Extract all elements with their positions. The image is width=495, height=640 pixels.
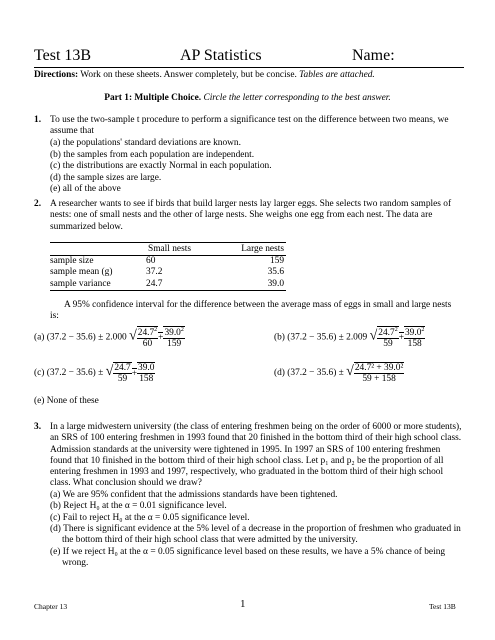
footer-test: Test 13B: [429, 602, 456, 611]
q3-number: 3.: [34, 422, 42, 432]
part-instruction: Circle the letter corresponding to the best answer.: [203, 93, 391, 103]
denominator: 158: [407, 339, 422, 350]
denominator: 60: [142, 339, 153, 350]
option-letter: (a): [34, 332, 45, 343]
cell-small: 24.7: [146, 278, 163, 289]
sqrt-sign-icon: √: [346, 364, 354, 380]
directions-label: Directions:: [34, 70, 79, 80]
q1-stem: To use the two-sample t procedure to perform a significance test on the difference between two means, we assume that: [50, 115, 449, 137]
sqrt-sign-icon: √: [105, 364, 114, 380]
denominator: 59 + 158: [362, 374, 396, 384]
fraction: $\frac{39.0^2}{158}$: [404, 327, 425, 350]
q1-number: 1.: [34, 115, 42, 125]
q3-option-d[interactable]: (d) There is significant evidence at the 5% level of a decrease in the proportion of freshmen who graduated in the bottom third of their high school class that were admitted by the university.: [50, 524, 461, 546]
option-letter: (b): [274, 332, 285, 343]
cell-small: 60: [146, 255, 156, 266]
nest-data-table: [50, 244, 286, 290]
col-large-nests: Large nests: [241, 244, 284, 254]
col-small-nests: Small nests: [148, 244, 191, 254]
numerator: 39.0: [138, 363, 155, 373]
cell-large: 159: [269, 255, 284, 266]
table-header-rule: [50, 255, 286, 256]
fraction: $\frac{24.7^2}{60}$: [137, 327, 158, 350]
cell-large: 39.0: [267, 278, 284, 289]
page-number: 1: [240, 598, 246, 610]
denominator: 159: [167, 339, 182, 350]
option-letter: (d): [274, 368, 285, 379]
q1-option-d[interactable]: (d) the sample sizes are large.: [50, 172, 162, 183]
option-prefix: (37.2 − 35.6) ±: [46, 368, 104, 379]
fraction: [137, 362, 155, 384]
q2-option-a[interactable]: (a) (37.2 − 35.6) ± 2.000 √ $\frac{24.7^2}{60}$ + $\frac{39.0^2}{159}$: [34, 327, 184, 350]
part-label: Part 1: Multiple Choice.: [104, 93, 202, 103]
table-row: [50, 267, 286, 279]
table-row: [50, 279, 286, 291]
q1-option-e[interactable]: (e) all of the above: [50, 184, 121, 194]
table-row: [50, 256, 286, 268]
part-heading: [0, 93, 495, 103]
directions-text: Work on these sheets. Answer completely, but be concise.: [80, 70, 297, 80]
numerator: 24.7: [137, 328, 155, 339]
option-letter: (c): [34, 368, 45, 379]
numerator: 24.7² + 39.0²: [354, 363, 404, 373]
cell-large: 35.6: [267, 267, 284, 277]
row-label: sample mean (g): [50, 267, 113, 277]
test-title: Test 13B: [34, 47, 92, 64]
course-title: AP Statistics: [180, 47, 262, 64]
table-top-rule: [50, 242, 286, 243]
q3-option-b[interactable]: (b) Reject H₀ at the α = 0.01 significance level.: [50, 501, 227, 511]
tables-note: Tables are attached.: [299, 70, 375, 80]
ci-intro: A 95% confidence interval for the difference between the average mass of eggs in small and large nests is:: [50, 300, 452, 322]
q3-stem: In a large midwestern university (the class of entering freshmen being on the order of 6000 or more students), an SRS of 100 entering freshmen in 1993 found that 20 finished in the bottom third of their high school class. Admission standards at the university were tightened in 1995. In 1997 an SRS of 100 entering freshmen found that 10 finished in the bottom third of their high school class. Let p₁ and p₂ be the proportion of all entering freshmen in 1993 and 1997, respectively, who graduated in the bottom third of their high school class. What conclusion should we draw?: [50, 422, 462, 489]
option-prefix: (37.2 − 35.6) ±: [287, 368, 344, 379]
option-prefix: (37.2 − 35.6) ± 2.009: [287, 332, 368, 343]
cell-small: 37.2: [146, 267, 163, 277]
fraction: $\frac{24.7^2}{59}$: [378, 327, 398, 350]
numerator: 39.0: [164, 328, 181, 339]
table-header-row: [50, 244, 286, 256]
q3-option-e[interactable]: (e) If we reject H₀ at the α = 0.05 significance level based on these results, we have a 5% chance of being wrong.: [50, 547, 446, 569]
q2-number: 2.: [34, 199, 42, 209]
fraction: $\frac{39.0^2}{159}$: [164, 327, 184, 350]
numerator: 24.7: [378, 328, 395, 339]
header-rule: [34, 67, 464, 68]
q1-option-c[interactable]: (c) the distributions are exactly Normal in each population.: [50, 161, 272, 171]
page-header: [34, 47, 464, 67]
numerator: 24.7: [114, 363, 131, 373]
q2-option-e[interactable]: (e) None of these: [34, 396, 99, 406]
denominator: 59: [117, 374, 128, 384]
fraction: [354, 362, 404, 384]
q3-option-a[interactable]: (a) We are 95% confident that the admissions standards have been tightened.: [50, 489, 338, 500]
row-label: sample variance: [50, 278, 111, 289]
denominator: 59: [383, 339, 393, 350]
row-label: sample size: [50, 255, 94, 266]
q1-option-a[interactable]: (a) the populations' standard deviations are known.: [50, 138, 241, 148]
q2-option-d[interactable]: [274, 362, 404, 384]
q3-option-c[interactable]: (c) Fail to reject H₀ at the α = 0.05 significance level.: [50, 512, 250, 523]
directions: [34, 70, 375, 80]
table-bottom-rule: [50, 290, 286, 291]
q2-option-c[interactable]: (c) (37.2 − 35.6) ± √ $\frac{24.7}{59}$ + $\frac{39.0}{158}$: [34, 363, 155, 384]
sqrt-sign-icon: √: [369, 328, 378, 344]
q1-option-b[interactable]: (b) the samples from each population are independent.: [50, 149, 255, 160]
name-label: Name:: [352, 47, 395, 64]
sqrt-sign-icon: √: [129, 328, 137, 344]
numerator: 39.0: [404, 328, 422, 339]
q2-option-b[interactable]: (b) (37.2 − 35.6) ± 2.009 √ $\frac{24.7^2}{59}$ + $\frac{39.0^2}{158}$: [274, 327, 425, 350]
fraction: [113, 362, 131, 384]
denominator: 158: [139, 374, 154, 384]
footer-chapter: Chapter 13: [34, 602, 68, 611]
q2-stem: A researcher wants to see if birds that build larger nests lay larger eggs. She selects two random samples of nests: one of small nests and the other of large nests. She weighs one egg from each nest. The data are summarized below.: [50, 199, 452, 232]
option-prefix: (37.2 − 35.6) ± 2.000: [46, 332, 127, 343]
